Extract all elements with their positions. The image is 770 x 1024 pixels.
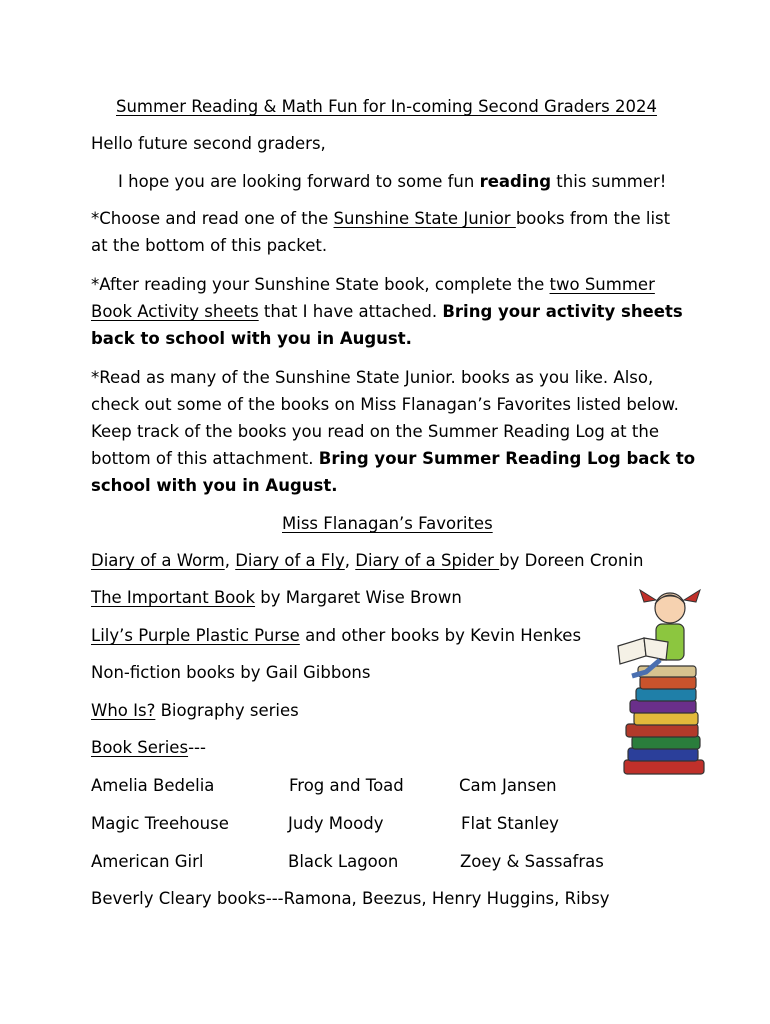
instruction-3-line-1: *Read as many of the Sunshine State Junior. books as you like. Also, (91, 368, 654, 387)
series-item: Magic Treehouse (91, 814, 229, 833)
sunshine-state-junior-link: Sunshine State Junior (333, 209, 516, 228)
favorite-lilys-purse: Lily’s Purple Plastic Purse and other books by Kevin Henkes (91, 626, 582, 645)
series-item: Judy Moody (288, 814, 384, 833)
series-item: American Girl (91, 852, 204, 871)
series-row (91, 775, 691, 797)
book-series-heading: Book Series--- (91, 738, 206, 757)
instruction-1-line-1: *Choose and read one of the Sunshine State Junior books from the list (91, 209, 671, 228)
favorite-who-is: Who Is? Biography series (91, 701, 299, 720)
favorite-diary-books: Diary of a Worm, Diary of a Fly, Diary of a Spider by Doreen Cronin (91, 551, 644, 570)
favorite-important-book: The Important Book by Margaret Wise Brown (91, 588, 462, 607)
instruction-2-line-3: back to school with you in August. (91, 329, 412, 348)
girl-reading-on-book-stack-icon (610, 580, 710, 790)
instruction-3-line-2: check out some of the books on Miss Flanagan’s Favorites listed below. (91, 395, 679, 414)
instruction-3-line-3: Keep track of the books you read on the Summer Reading Log at the (91, 422, 659, 441)
series-item: Frog and Toad (289, 776, 404, 795)
favorites-heading: Miss Flanagan’s Favorites (282, 514, 493, 533)
series-item: Zoey & Sassafras (460, 852, 604, 871)
instruction-2-line-2: Book Activity sheets that I have attached. Bring your activity sheets (91, 302, 683, 321)
beverly-cleary-line: Beverly Cleary books---Ramona, Beezus, Henry Huggins, Ribsy (91, 889, 610, 908)
instruction-2-line-1: *After reading your Sunshine State book, complete the two Summer (91, 275, 655, 294)
series-item: Amelia Bedelia (91, 776, 215, 795)
series-item: Flat Stanley (461, 814, 559, 833)
page-title: Summer Reading & Math Fun for In-coming Second Graders 2024 (116, 97, 657, 116)
instruction-3-line-5: school with you in August. (91, 476, 338, 495)
series-item: Black Lagoon (288, 852, 399, 871)
series-row (91, 851, 691, 873)
greeting: Hello future second graders, (91, 134, 326, 153)
series-item: Cam Jansen (459, 776, 557, 795)
series-row (91, 813, 691, 835)
favorite-nonfiction: Non-fiction books by Gail Gibbons (91, 663, 371, 682)
instruction-1-line-2: at the bottom of this packet. (91, 236, 328, 255)
intro-line: I hope you are looking forward to some fun reading this summer! (118, 172, 667, 191)
instruction-3-line-4: bottom of this attachment. Bring your Summer Reading Log back to (91, 449, 696, 468)
